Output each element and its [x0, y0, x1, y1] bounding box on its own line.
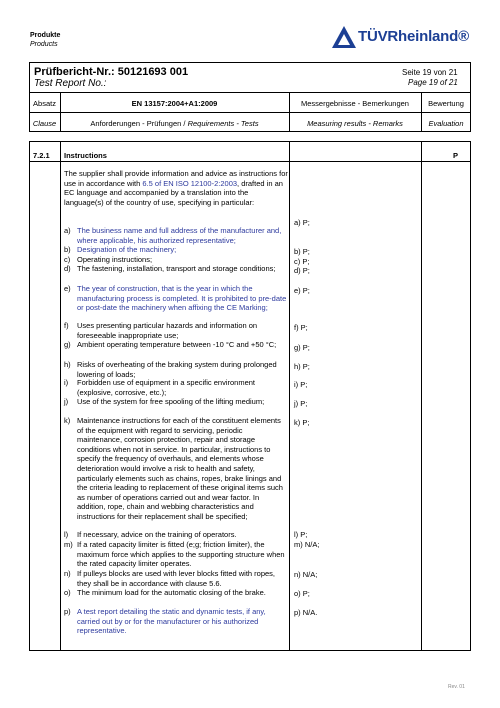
result-value: b) P;: [294, 247, 310, 256]
intro-reference: 6.5 of EN ISO 12100-2:2003: [142, 178, 238, 188]
item-label: b): [64, 245, 71, 254]
column-header-messergebnisse: Messergebnisse - Bemerkungen: [301, 99, 409, 108]
result-value: o) P;: [294, 589, 310, 598]
column-divider: [60, 141, 61, 651]
result-value: g) P;: [294, 343, 310, 352]
column-header-requirements: [60, 119, 289, 128]
item-text: Ambient operating temperature between -10 °C and +50 °C;: [77, 340, 277, 349]
column-header-clause: Clause: [32, 119, 57, 128]
section-title: Instructions: [64, 151, 107, 160]
item-label: d): [64, 264, 71, 273]
result-value: j) P;: [294, 399, 308, 408]
result-value: d) P;: [294, 266, 310, 275]
footer-revision: Rev. 01: [448, 684, 465, 690]
column-header-evaluation: Evaluation: [428, 119, 464, 128]
column-header-bewertung: Bewertung: [428, 99, 464, 108]
header-produkte: Produkte: [30, 32, 61, 39]
item-label: p): [64, 607, 71, 616]
section-number: 7.2.1: [33, 151, 50, 160]
section-divider: [29, 161, 471, 162]
result-value: h) P;: [294, 362, 310, 371]
page-number-en: Page 19 of 21: [408, 78, 458, 87]
item-text: If a rated capacity limiter is fitted (e;g; friction limiter), the maximum force which applies to the supporting structure when the rated capacity limiter operates.: [77, 540, 285, 569]
table-divider: [29, 112, 471, 113]
table-divider: [29, 92, 471, 93]
report-title: Prüfbericht-Nr.: 50121693 001: [34, 66, 189, 78]
column-divider: [289, 141, 290, 651]
item-label: e): [64, 284, 71, 293]
item-text: The minimum load for the automatic closing of the brake.: [77, 588, 266, 597]
item-label: i): [64, 378, 69, 387]
item-label: k): [64, 416, 71, 425]
item-text: Operating instructions;: [77, 255, 153, 264]
item-text: The year of construction, that is the year in which the manufacturing process is completed. It is prohibited to pre-date or post-date the machinery when affixing the CE Marking;: [77, 284, 287, 313]
requirements-en: Requirements - Tests: [187, 119, 259, 128]
item-text: Uses presenting particular hazards and information on foreseeable inappropriate use;: [77, 321, 258, 340]
item-label: m): [64, 540, 73, 549]
column-header-standard: EN 13157:2004+A1:2009: [131, 99, 218, 108]
item-label: o): [64, 588, 71, 597]
report-subtitle: Test Report No.:: [34, 78, 107, 89]
item-label: h): [64, 360, 71, 369]
item-label: n): [64, 569, 71, 578]
section-verdict: P: [453, 151, 459, 160]
header-products: Products: [30, 41, 58, 48]
result-value: m) N/A;: [294, 540, 320, 549]
item-label: f): [64, 321, 69, 330]
section-intro: [64, 169, 289, 207]
column-header-absatz: Absatz: [33, 99, 56, 108]
column-header-measuring: Measuring results - Remarks: [307, 119, 403, 128]
item-label: g): [64, 340, 71, 349]
result-value: a) P;: [294, 218, 310, 227]
page-number-de: Seite 19 von 21: [402, 68, 458, 77]
item-text: Maintenance instructions for each of the constituent elements of the equipment with regard to servicing, periodic maintenance, corrosion protection, repair and storage conditions when not in service. In particular, instructions to specify the frequency of overhauls, and elements whose deterioration would involve a risk to health and safety, particularly elements such as chains, ropes, brake linings and the criteria leading to replacement of these original items such as number of operations carried out and wear factor. In addition, rope, chain and webbing characteristics and instructions for their replacement shall be specified;: [77, 416, 283, 521]
intro-text: The supplier shall provide information and advice as instructions for use in accordance with: [64, 169, 288, 188]
item-label: l): [64, 530, 69, 539]
result-value: f) P;: [294, 323, 308, 332]
item-label: j): [64, 397, 69, 406]
result-value: l) P;: [294, 530, 308, 539]
item-text: If pulleys blocks are used with lever blocks fitted with ropes, they shall be in accordance with clause 5.6.: [77, 569, 276, 588]
item-text: If necessary, advice on the training of operators.: [77, 530, 237, 539]
intro-text: , drafted in an EC language and accompanied by a translation into the language(s) of the country of use, specifying in particular:: [64, 178, 283, 207]
result-value: i) P;: [294, 380, 308, 389]
column-divider: [421, 141, 422, 651]
item-text: The fastening, installation, transport and storage conditions;: [77, 264, 276, 273]
result-value: c) P;: [294, 257, 310, 266]
item-text: A test report detailing the static and dynamic tests, if any, carried out by or for the manufacturer or his authorized representative.: [77, 607, 266, 636]
item-text: Risks of overheating of the braking system during prolonged lowering of loads;: [77, 360, 277, 379]
requirements-de: Anforderungen - Prüfungen /: [90, 119, 188, 128]
result-value: e) P;: [294, 286, 310, 295]
result-value: p) N/A.: [294, 608, 318, 617]
item-text: The business name and full address of the manufacturer and, where applicable, his authorized representative;: [77, 226, 282, 245]
item-text: Designation of the machinery;: [77, 245, 177, 254]
result-value: k) P;: [294, 418, 310, 427]
item-label: c): [64, 255, 71, 264]
item-label: a): [64, 226, 71, 235]
result-value: n) N/A;: [294, 570, 318, 579]
tuv-logo-text: TÜVRheinland®: [358, 28, 469, 45]
item-text: Forbidden use of equipment in a specific environment (explosive, corrosive, etc.);: [77, 378, 256, 397]
item-text: Use of the system for free spooling of the lifting medium;: [77, 397, 265, 406]
